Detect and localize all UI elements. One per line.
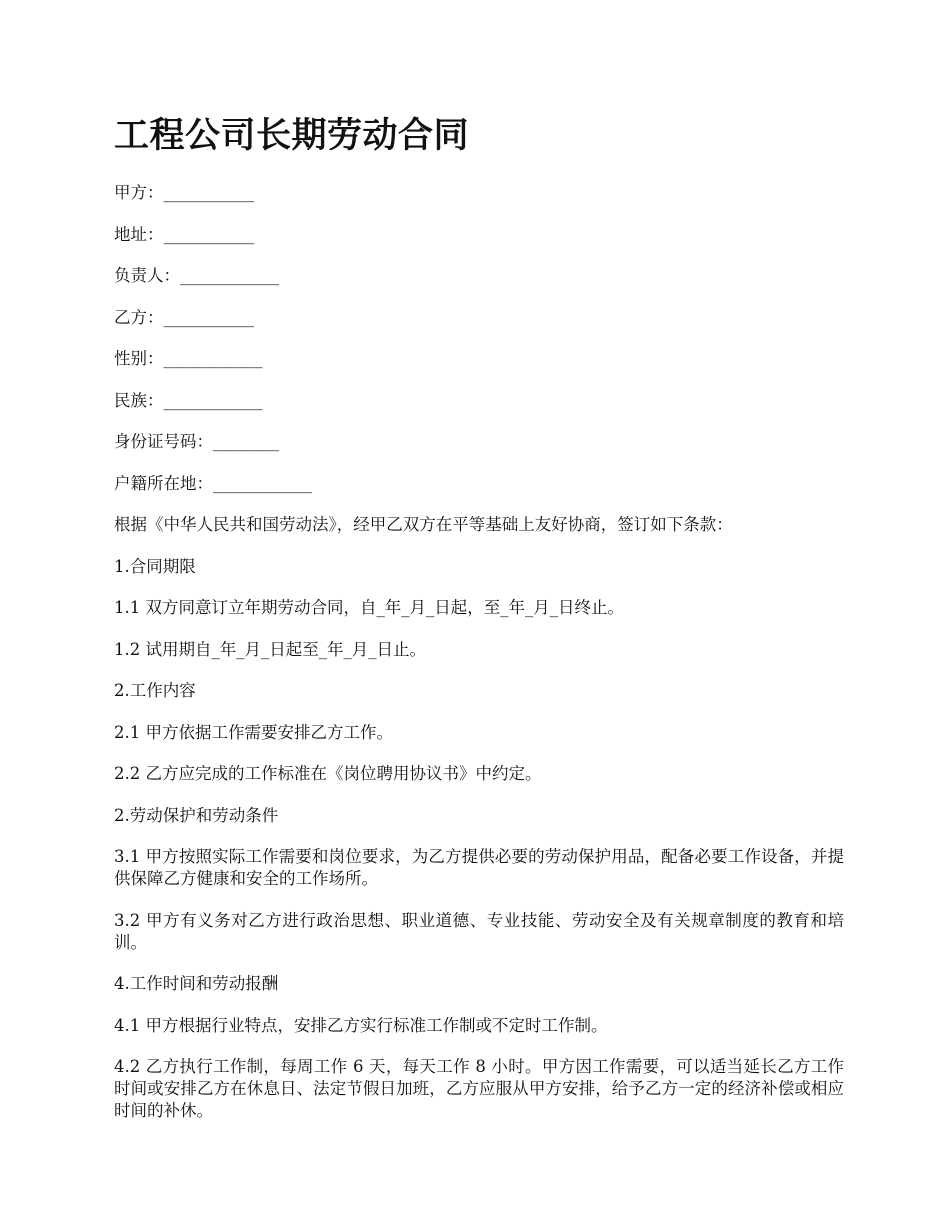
clause: 3.2 甲方有义务对乙方进行政治思想、职业道德、专业技能、劳动安全及有关规章制度的教育和培训。 <box>114 910 844 952</box>
section-heading: 4.工作时间和劳动报酬 <box>114 974 279 993</box>
gender-field: 性别：____________ <box>114 349 263 368</box>
clause: 3.1 甲方按照实际工作需要和岗位要求，为乙方提供必要的劳动保护用品，配备必要工作设备，并提供保障乙方健康和安全的工作场所。 <box>114 847 844 888</box>
page-title: 工程公司长期劳动合同 <box>114 115 470 156</box>
party-b-field: 乙方：___________ <box>114 307 255 327</box>
clause: 4.2 乙方执行工作制，每周工作 6 天，每天工作 8 小时。甲方因工作需要，可以适当延长乙方工作时间或安排乙方在休息日、法定节假日加班，乙方应服从甲方安排，给予乙方一定的经济补偿或相应时间的补休。 <box>114 1057 844 1120</box>
party-a-field: 甲方：___________ <box>114 183 255 202</box>
ethnicity-field: 民族：____________ <box>114 390 263 410</box>
clause: 4.1 甲方根据行业特点，安排乙方实行标准工作制或不定时工作制。 <box>114 1015 608 1035</box>
section-heading: 1.合同期限 <box>114 556 196 576</box>
address-field: 地址：___________ <box>114 224 255 244</box>
document-page <box>114 112 844 1142</box>
intro-paragraph: 根据《中华人民共和国劳动法》，经甲乙双方在平等基础上友好协商，签订如下条款： <box>114 515 733 534</box>
clause: 2.1 甲方依据工作需要安排乙方工作。 <box>114 722 393 742</box>
clause: 1.2 试用期自_年_月_日起至_年_月_日止。 <box>114 639 426 659</box>
clause: 2.2 乙方应完成的工作标准在《岗位聘用协议书》中约定。 <box>114 764 542 783</box>
clause: 1.1 双方同意订立年期劳动合同，自_年_月_日起，至_年_月_日终止。 <box>114 598 624 617</box>
section-heading: 2.劳动保护和劳动条件 <box>114 805 279 825</box>
responsible-person-field: 负责人：____________ <box>114 266 279 285</box>
id-number-field: 身份证号码：________ <box>114 432 279 451</box>
household-registration-field: 户籍所在地：____________ <box>114 473 312 493</box>
section-heading: 2.工作内容 <box>114 681 196 700</box>
